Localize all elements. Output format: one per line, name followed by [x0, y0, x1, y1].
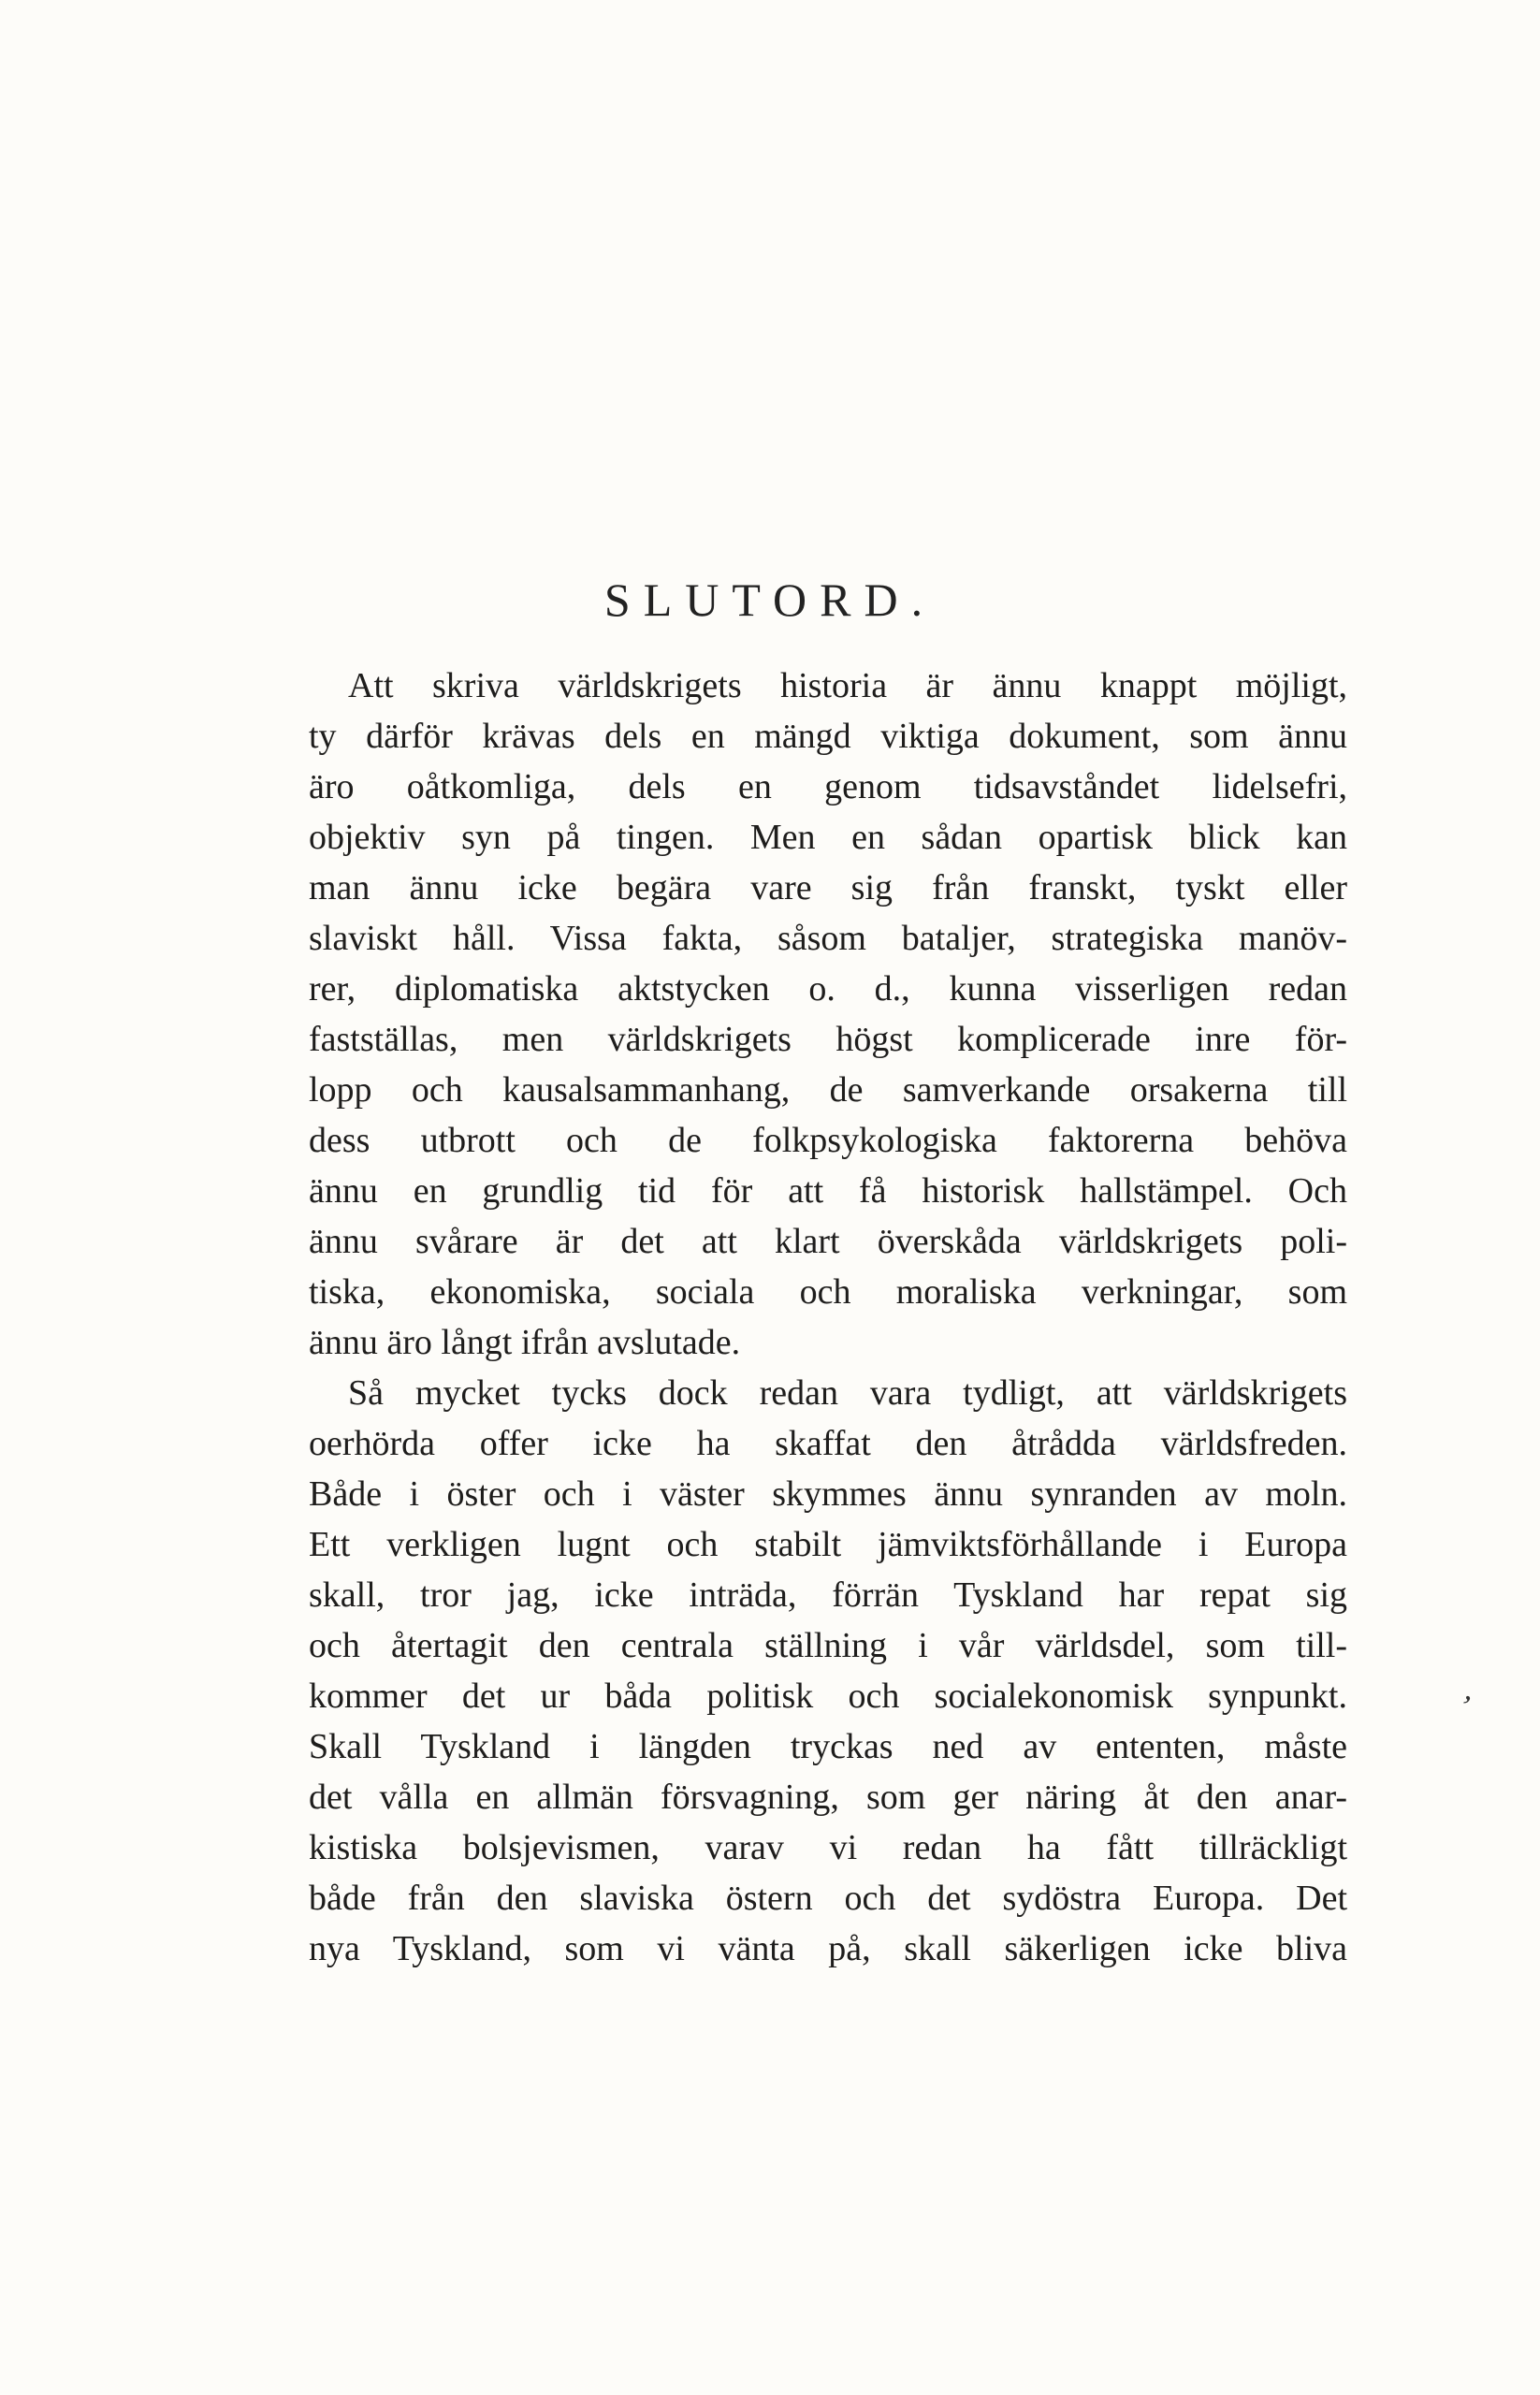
text-line: nya Tyskland, som vi vänta på, skall säkerligen icke bliva: [309, 1929, 1347, 1968]
text-line: rer, diplomatiska aktstycken o. d., kunna visserligen redan: [309, 969, 1347, 1009]
body-text: [309, 660, 1347, 1974]
text-line: ty därför krävas dels en mängd viktiga dokument, som ännu: [309, 717, 1347, 756]
text-line: ännu en grundlig tid för att få historisk hallstämpel. Och: [309, 1171, 1347, 1211]
margin-mark: ʼ: [1454, 1689, 1475, 1725]
text-line: man ännu icke begära vare sig från franskt, tyskt eller: [309, 868, 1347, 907]
text-line: äro oåtkomliga, dels en genom tidsavståndet lidelsefri,: [309, 767, 1347, 806]
text-line: objektiv syn på tingen. Men en sådan opartisk blick kan: [309, 818, 1347, 857]
text-line: det vålla en allmän försvagning, som ger näring åt den anar-: [309, 1778, 1347, 1817]
text-line: skall, tror jag, icke inträda, förrän Tyskland har repat sig: [309, 1575, 1347, 1615]
text-line: Både i öster och i väster skymmes ännu synranden av moln.: [309, 1474, 1347, 1514]
text-line: både från den slaviska östern och det sydöstra Europa. Det: [309, 1879, 1347, 1918]
text-line: ännu äro långt ifrån avslutade.: [309, 1323, 741, 1362]
text-line: kistiska bolsjevismen, varav vi redan ha fått tillräckligt: [309, 1828, 1347, 1867]
text-line: lopp och kausalsammanhang, de samverkande orsakerna till: [309, 1070, 1347, 1110]
text-line: Att skriva världskrigets historia är ännu knappt möjligt,: [348, 666, 1347, 705]
text-line: och återtagit den centrala ställning i vår världsdel, som till-: [309, 1626, 1347, 1665]
text-line: Så mycket tycks dock redan vara tydligt, att världskrigets: [348, 1373, 1347, 1413]
text-line: dess utbrott och de folkpsykologiska faktorerna behöva: [309, 1121, 1347, 1160]
text-line: kommer det ur båda politisk och socialekonomisk synpunkt.: [309, 1676, 1347, 1716]
text-line: Ett verkligen lugnt och stabilt jämviktsförhållande i Europa: [309, 1525, 1347, 1564]
text-line: tiska, ekonomiska, sociala och moraliska verkningar, som: [309, 1272, 1347, 1312]
text-line: oerhörda offer icke ha skaffat den åtrådda världsfreden.: [309, 1424, 1347, 1463]
text-line: slaviskt håll. Vissa fakta, såsom bataljer, strategiska manöv-: [309, 919, 1347, 958]
text-line: Skall Tyskland i längden tryckas ned av ententen, måste: [309, 1727, 1347, 1766]
chapter-heading: SLUTORD.: [603, 573, 937, 626]
text-line: ännu svårare är det att klart överskåda världskrigets poli-: [309, 1222, 1347, 1261]
text-line: fastställas, men världskrigets högst komplicerade inre för-: [309, 1020, 1347, 1059]
